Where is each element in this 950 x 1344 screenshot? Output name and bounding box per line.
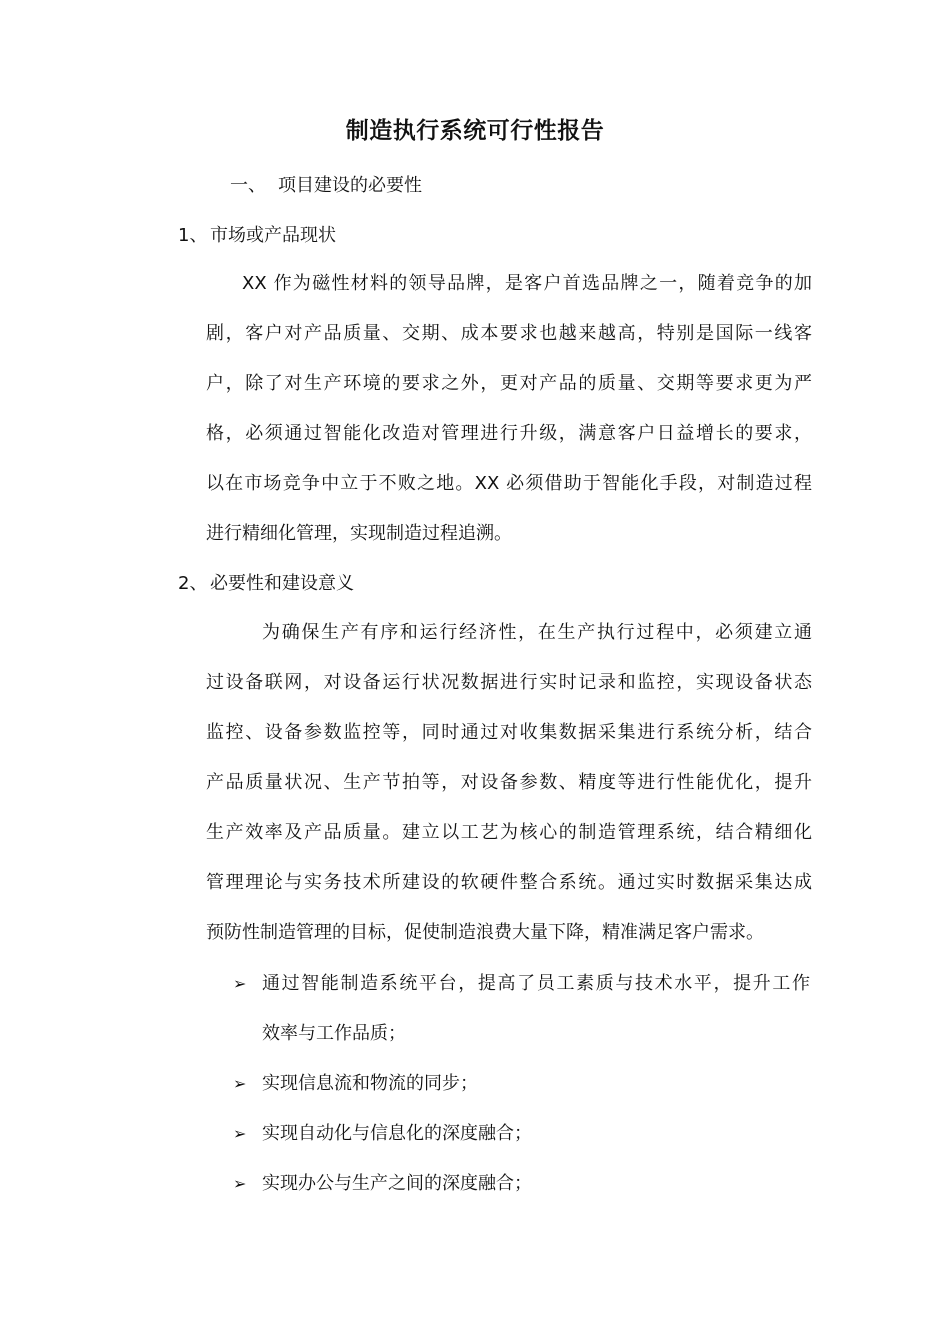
bullet-text xyxy=(262,959,810,1059)
arrow-bullet-icon: ➢ xyxy=(233,1074,247,1093)
paragraph-necessity xyxy=(206,608,812,958)
arrow-bullet-icon: ➢ xyxy=(233,1174,247,1193)
paragraph-line: 产品质量状况、生产节拍等，对设备参数、精度等进行性能优化，提升 xyxy=(206,772,812,793)
paragraph-line: 格，必须通过智能化改造对管理进行升级，满意客户日益增长的要求， xyxy=(206,423,812,444)
paragraph-line: 预防性制造管理的目标，促使制造浪费大量下降，精准满足客户需求。 xyxy=(206,922,764,943)
bullet-line: 实现信息流和物流的同步； xyxy=(262,1073,478,1094)
subsection-heading-2 xyxy=(178,572,354,596)
paragraph-line: 生产效率及产品质量。建立以工艺为核心的制造管理系统，结合精细化 xyxy=(206,822,812,843)
paragraph-line: 监控、设备参数监控等，同时通过对收集数据采集进行系统分析，结合 xyxy=(206,722,812,743)
arrow-bullet-icon: ➢ xyxy=(233,974,247,993)
subsection-heading-1 xyxy=(178,224,336,248)
bullet-line: 实现办公与生产之间的深度融合； xyxy=(262,1173,532,1194)
paragraph-market-status xyxy=(206,259,812,559)
section-heading-text: 项目建设的必要性 xyxy=(278,175,422,196)
subsection-number: 2、 xyxy=(178,573,208,594)
bullet-line: 实现自动化与信息化的深度融合； xyxy=(262,1123,532,1144)
paragraph-line: 剧，客户对产品质量、交期、成本要求也越来越高，特别是国际一线客 xyxy=(206,323,812,344)
subsection-heading-text: 必要性和建设意义 xyxy=(210,573,354,594)
section-heading-1 xyxy=(230,174,422,198)
paragraph-line: 过设备联网，对设备运行状况数据进行实时记录和监控，实现设备状态 xyxy=(206,672,812,693)
bullet-text xyxy=(262,1109,810,1159)
subsection-number: 1、 xyxy=(178,225,208,246)
paragraph-line: 管理理论与实务技术所建设的软硬件整合系统。通过实时数据采集达成 xyxy=(206,872,812,893)
paragraph-line: 以在市场竞争中立于不败之地。XX 必须借助于智能化手段，对制造过程 xyxy=(206,473,812,494)
paragraph-line: 进行精细化管理，实现制造过程追溯。 xyxy=(206,523,512,544)
bullet-text xyxy=(262,1159,810,1209)
paragraph-line: 为确保生产有序和运行经济性，在生产执行过程中，必须建立通 xyxy=(262,622,812,643)
arrow-bullet-icon: ➢ xyxy=(233,1124,247,1143)
paragraph-line: XX 作为磁性材料的领导品牌，是客户首选品牌之一，随着竞争的加 xyxy=(242,273,812,294)
document-title: 制造执行系统可行性报告 xyxy=(345,118,605,144)
section-number: 一、 xyxy=(230,175,266,196)
bullet-line: 效率与工作品质； xyxy=(262,1023,406,1044)
bullet-text xyxy=(262,1059,810,1109)
subsection-heading-text: 市场或产品现状 xyxy=(210,225,336,246)
paragraph-line: 户，除了对生产环境的要求之外，更对产品的质量、交期等要求更为严 xyxy=(206,373,812,394)
bullet-line: 通过智能制造系统平台，提高了员工素质与技术水平，提升工作 xyxy=(262,973,810,994)
